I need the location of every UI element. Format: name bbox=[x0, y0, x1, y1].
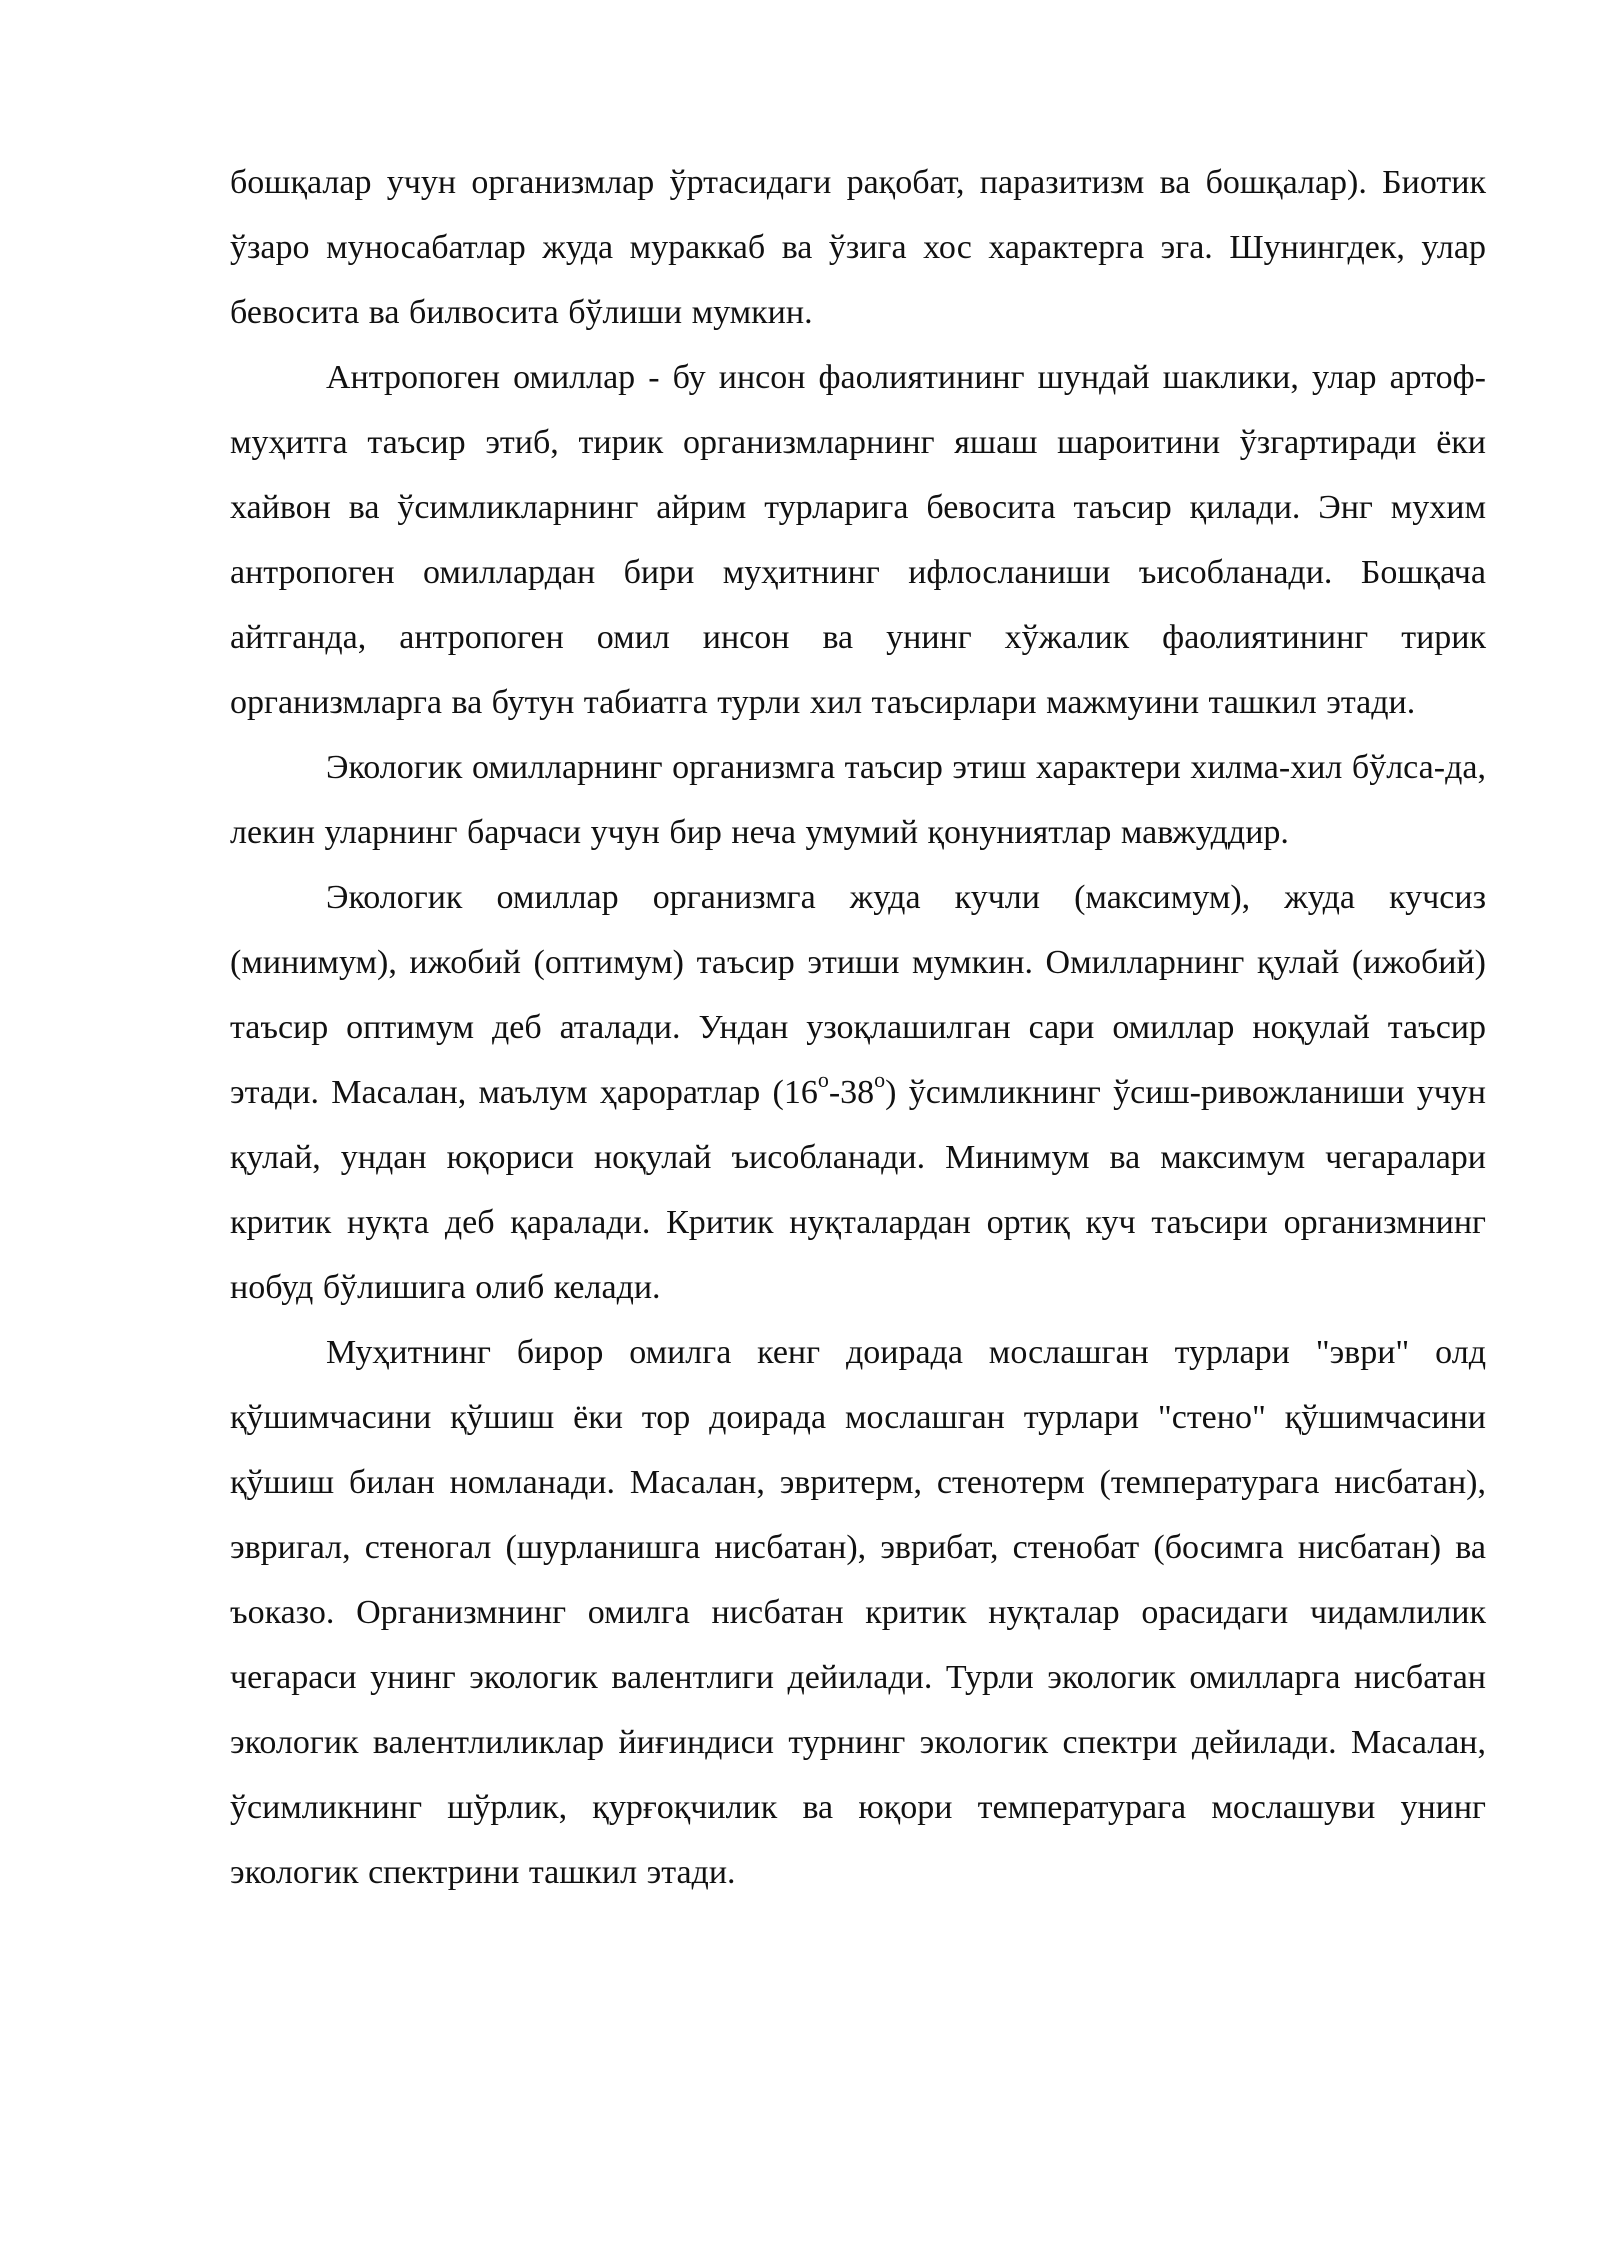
degree-superscript: o bbox=[874, 1066, 886, 1092]
paragraph-biotic-continuation: бошқалар учун организмлар ўртасидаги рақобат, паразитизм ва бошқалар). Биотик ўзаро муносабатлар жуда мураккаб ва ўзига хос характерга эга. Шунингдек, улар бевосита ва билвосита бўлиши мумкин. bbox=[230, 164, 1486, 331]
paragraph-text-part: ) ўсимликнинг ўсиш-ривожланиши учун қулай, ундан юқориси ноқулай ъисобланади. Минимум ва максимум чегаралари критик нуқта деб қаралади. Критик нуқталардан ортиқ куч таъсири организмнинг нобуд бўлишига олиб келади. bbox=[230, 1074, 1487, 1306]
paragraph-anthropogenic-factors: Антропоген омиллар - бу инсон фаолиятининг шундай шаклики, улар артоф-муҳитга таъсир этиб, тирик организмларнинг яшаш шароитини ўзгартиради ёки хайвон ва ўсимликларнинг айрим турларига бевосита таъсир қилади. Энг мухим антропоген омиллардан бири муҳитнинг ифлосланиши ъисобланади. Бошқача айтганда, антропоген омил инсон ва унинг хўжалик фаолиятининг тирик организмларга ва бутун табиатга турли хил таъсирлари мажмуини ташкил этади. bbox=[230, 359, 1486, 721]
degree-superscript: o bbox=[817, 1066, 829, 1092]
paragraph-text-part: Экологик омиллар организмга жуда кучли (максимум), жуда кучсиз (минимум), ижобий (оптимум) таъсир этиши мумкин. Омилларнинг қулай (ижобий) таъсир оптимум деб аталади. Ундан узоқлашилган сари омиллар ноқулай таъсир этади. Масалан, маълум ҳароратлар (16 bbox=[230, 879, 1486, 1111]
paragraph-text-part: -38 bbox=[828, 1074, 875, 1111]
paragraph-optimum-critical-points bbox=[230, 865, 1486, 1320]
paragraph-general-laws: Экологик омилларнинг организмга таъсир этиш характери хилма-хил бўлса-да, лекин уларнинг барчаси учун бир неча умумий қонуниятлар мавжуддир. bbox=[230, 749, 1486, 851]
paragraph-ecological-valence: Муҳитнинг бирор омилга кенг доирада мослашган турлари "эври" олд қўшимчасини қўшиш ёки тор доирада мослашган турлари "стено" қўшимчасини қўшиш билан номланади. Масалан, эвритерм, стенотерм (температурага нисбатан), эвригал, стеногал (шурланишга нисбатан), эврибат, стенобат (босимга нисбатан) ва ъоказо. Организмнинг омилга нисбатан критик нуқталар орасидаги чидамлилик чегараси унинг экологик валентлиги дейилади. Турли экологик омилларга нисбатан экологик валентлиликлар йиғиндиси турнинг экологик спектри дейилади. Масалан, ўсимликнинг шўрлик, қурғоқчилик ва юқори температурага мослашуви унинг экологик спектрини ташкил этади. bbox=[230, 1334, 1486, 1891]
